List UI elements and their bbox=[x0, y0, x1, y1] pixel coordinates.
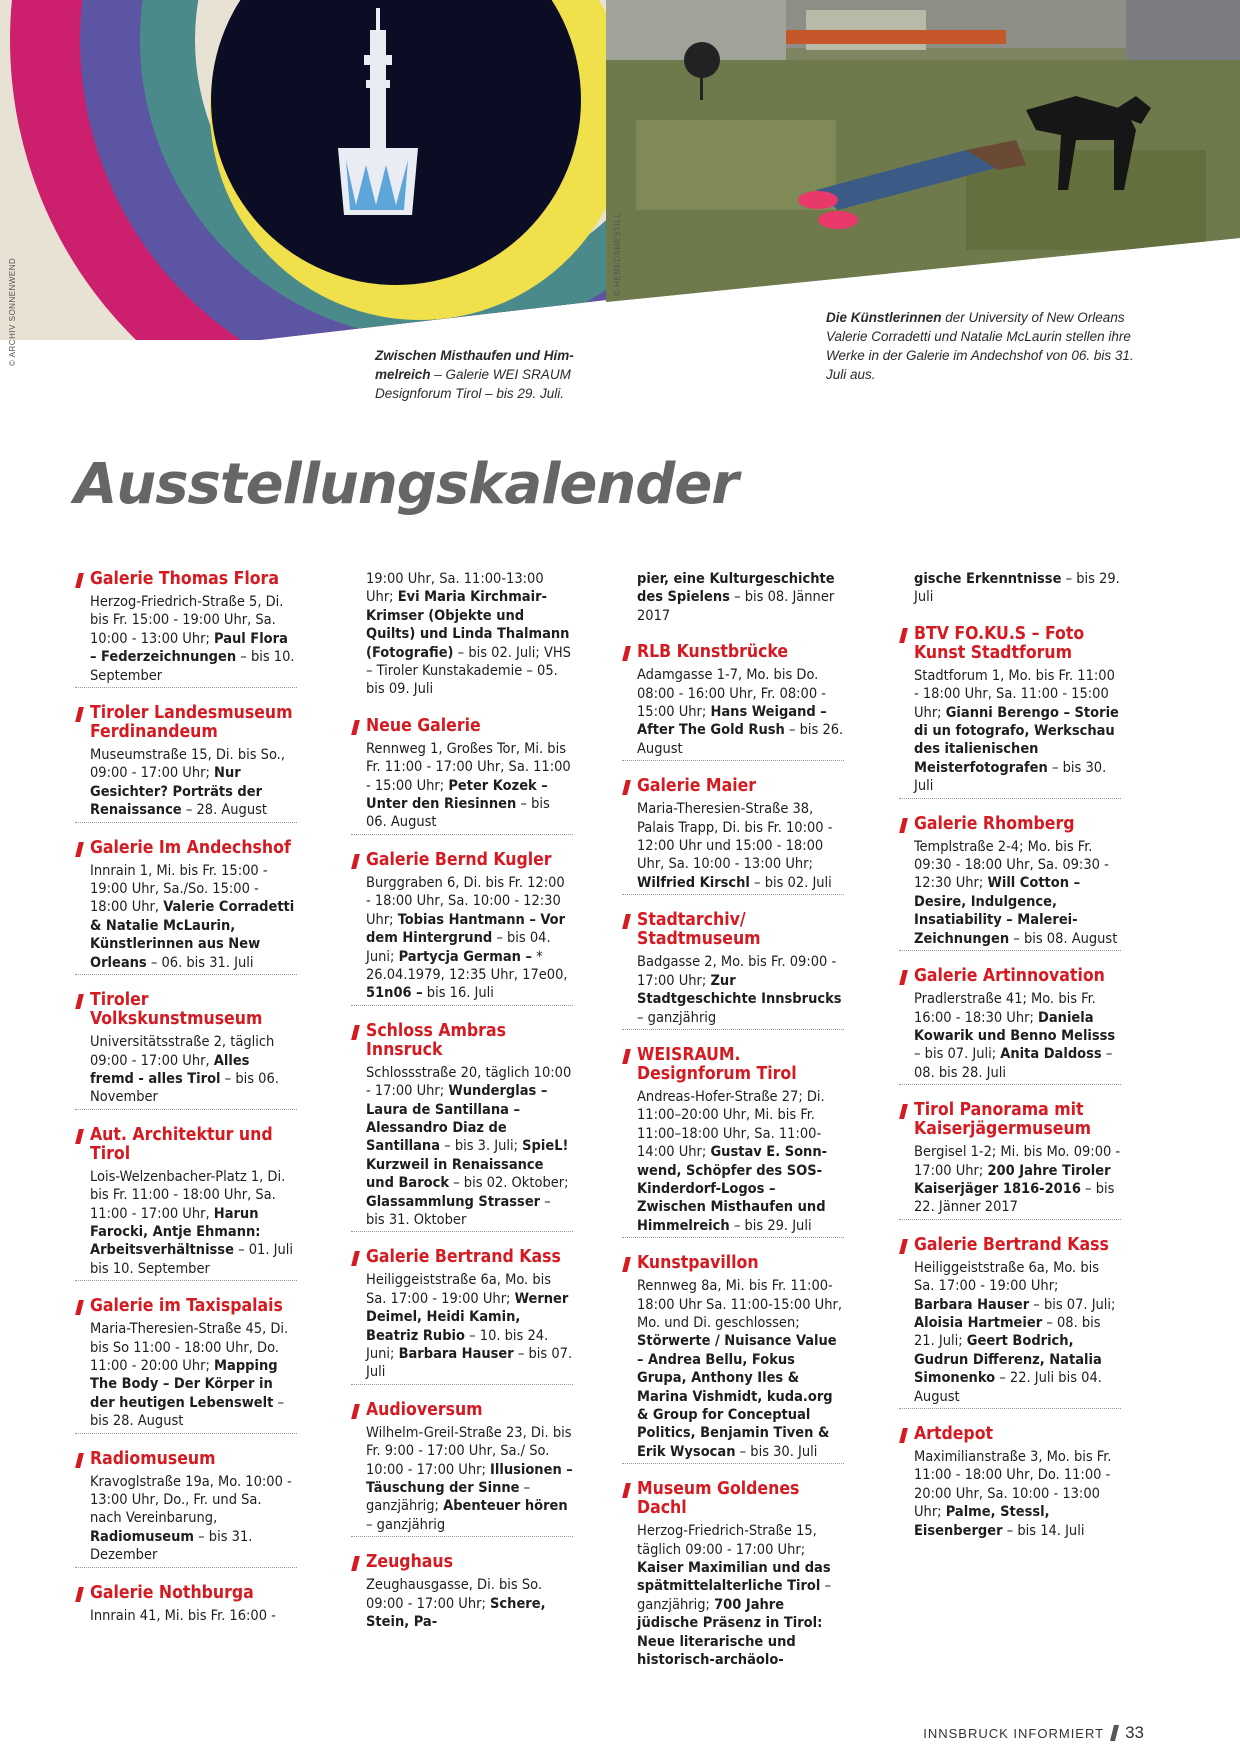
entry-details bbox=[899, 1259, 1121, 1409]
venue-name: Galerie im Taxispalais bbox=[75, 1297, 297, 1316]
entry-details bbox=[75, 862, 297, 975]
venue-name: Tiroler Volkskunstmuseum bbox=[75, 991, 297, 1029]
entry-info: – bis 08. August bbox=[1009, 930, 1118, 947]
venue-name: Kunstpavillon bbox=[622, 1254, 844, 1273]
entry-info: – bis 10. September bbox=[90, 649, 295, 684]
exhibition-title: 700 Jahre jüdische Präsenz in Tirol: Neue literarische und historisch-archäolo- bbox=[637, 1596, 823, 1669]
calendar-entry bbox=[351, 851, 573, 1006]
entry-info: – bis 22. Jänner 2017 bbox=[914, 1180, 1115, 1216]
calendar-entry bbox=[75, 991, 297, 1110]
page-footer bbox=[923, 1723, 1144, 1743]
entry-info: Heiliggeiststraße 6a, Mo. bis Sa. 17:00 - 19:00 Uhr; bbox=[914, 1259, 1100, 1295]
calendar-entry bbox=[75, 1584, 297, 1627]
calendar-entry bbox=[351, 1553, 573, 1633]
entry-info: – bis 02. Juli bbox=[749, 874, 832, 891]
venue-name: Galerie Rhomberg bbox=[899, 815, 1121, 834]
caption-right bbox=[826, 308, 1146, 384]
venue-name: Museum Goldenes Dachl bbox=[622, 1480, 844, 1518]
exhibition-title: Aloisia Hartmeier bbox=[914, 1314, 1043, 1331]
entry-info: Badgasse 2, Mo. bis Fr. 09:00 - 17:00 Uhr; bbox=[637, 954, 837, 989]
entry-info: Adamgasse 1-7, Mo. bis Do. 08:00 - 16:00 Uhr, Fr. 08:00 - 15:00 Uhr; bbox=[637, 667, 826, 721]
entry-info: Herzog-Friedrich-Straße 5, Di. bis Fr. 15:00 - 19:00 Uhr, Sa. 10:00 - 13:00 Uhr; bbox=[90, 594, 284, 647]
calendar-entry bbox=[75, 570, 297, 688]
calendar-column-1 bbox=[75, 570, 297, 1643]
caption-right-bold: Die Künstlerinnen bbox=[826, 310, 942, 325]
venue-name: Aut. Architektur und Tirol bbox=[75, 1126, 297, 1164]
exhibition-title: Kaiser Maximilian und das spätmittelalterliche Tirol bbox=[637, 1560, 831, 1595]
exhibition-title: Glassammlung Strasser bbox=[366, 1193, 541, 1210]
calendar-entry bbox=[899, 1236, 1121, 1409]
exhibition-title: Werner Deimel, Heidi Kamin, Beatriz Rubio bbox=[366, 1290, 569, 1344]
calendar-entry bbox=[75, 839, 297, 975]
entry-info: Schlossstraße 20, täglich 10:00 - 17:00 Uhr; bbox=[366, 1064, 572, 1100]
venue-name: Artdepot bbox=[899, 1425, 1121, 1444]
venue-name: WEISRAUM. Designforum Tirol bbox=[622, 1046, 844, 1084]
calendar-entry bbox=[899, 570, 1121, 609]
exhibition-title: Tobias Hantmann – Vor dem Hintergrund bbox=[366, 911, 566, 947]
exhibition-title: Palme, Stessl, Eisenberger bbox=[914, 1504, 1050, 1539]
exhibition-title: Evi Maria Kirchmair-Krimser (Objekte und Quilts) und Linda Thalmann (Fotografie) bbox=[366, 589, 570, 661]
calendar-entry bbox=[622, 911, 844, 1030]
entry-info: Bergisel 1-2; Mi. bis Mo. 09:00 - 17:00 Uhr; bbox=[914, 1144, 1121, 1179]
exhibition-title: 51n06 – bbox=[366, 985, 423, 1002]
entry-details bbox=[351, 570, 573, 701]
entry-info: Andreas-Hofer-Straße 27; Di. 11:00–20:00 Uhr, Mi. bis Fr. 11:00–18:00 Uhr, Sa. 11:00-14:00 Uhr; bbox=[637, 1088, 825, 1161]
calendar-entry bbox=[351, 1248, 573, 1384]
venue-name: Tiroler Landesmuseum Ferdinandeum bbox=[75, 704, 297, 742]
exhibition-title: Wilfried Kirschl bbox=[637, 874, 750, 891]
entry-details bbox=[622, 800, 844, 895]
entry-info: 19:00 Uhr, Sa. 11:00-13:00 Uhr; bbox=[366, 571, 544, 606]
calendar-entry bbox=[899, 967, 1121, 1085]
entry-info: Heiliggeiststraße 6a, Mo. bis Sa. 17:00 - 19:00 Uhr; bbox=[366, 1272, 552, 1307]
venue-name: Stadtarchiv/ Stadtmuseum bbox=[622, 911, 844, 949]
venue-name: Radiomuseum bbox=[75, 1450, 297, 1469]
exhibition-title: gische Erkenntnisse bbox=[914, 571, 1062, 587]
entry-info: bis 16. Juli bbox=[422, 985, 494, 1002]
entry-details bbox=[351, 1271, 573, 1384]
entry-info: – bis 04. Juni; bbox=[366, 930, 551, 965]
entry-info: – 22. Juli bis 04. August bbox=[914, 1370, 1102, 1405]
exhibition-title: pier, eine Kulturgeschichte des Spielens bbox=[637, 571, 835, 606]
entry-details bbox=[75, 1168, 297, 1281]
entry-info: Kravoglstraße 19a, Mo. 10:00 - 13:00 Uhr, Do., Fr. und Sa. nach Vereinbarung, bbox=[90, 1473, 292, 1527]
calendar-entry bbox=[75, 704, 297, 823]
entry-details bbox=[351, 1424, 573, 1537]
exhibition-title: Valerie Corradetti & Natalie McLaurin, Künstlerinnen aus New Orleans bbox=[90, 899, 295, 971]
venue-name: RLB Kunstbrücke bbox=[622, 643, 844, 662]
page-title: Ausstellungskalender bbox=[74, 452, 738, 517]
exhibition-title: Abenteuer hören bbox=[443, 1498, 568, 1515]
venue-name: Neue Galerie bbox=[351, 717, 573, 736]
entry-details bbox=[622, 570, 844, 627]
calendar-entry bbox=[622, 1254, 844, 1464]
entry-details bbox=[351, 1064, 573, 1233]
caption-left bbox=[375, 346, 595, 403]
photo-credit-right: © HEMEDSMESTILL bbox=[613, 212, 622, 296]
entry-info: – 28. August bbox=[181, 802, 268, 819]
entry-info: – ganzjährig; bbox=[637, 1578, 832, 1613]
calendar-column-4 bbox=[899, 570, 1121, 1558]
exhibition-title: Gianni Berengo – Storie di un fotografo, Werkschau des italienischen Meisterfotografen bbox=[914, 704, 1119, 776]
entry-info: Maria-Theresien-Straße 45, Di. bis So 11:00 - 18:00 Uhr, Do. 11:00 - 20:00 Uhr; bbox=[90, 1321, 289, 1374]
caption-right-text: der University of New Orleans Valerie Corradetti und Natalie McLaurin stellen ihre Werke in der Galerie im Andechshof von 06. bis 31. Juli aus. bbox=[826, 310, 1134, 382]
exhibition-title: Wunderglas – Laura de Santillana – Alessandro Diaz de Santillana bbox=[366, 1083, 548, 1155]
entry-info: – bis 28. August bbox=[90, 1394, 284, 1430]
entry-info: Rennweg 8a, Mi. bis Fr. 11:00-18:00 Uhr Sa. 11:00-15:00 Uhr, Mo. und Di. geschlossen; bbox=[637, 1278, 842, 1331]
exhibition-title: SpieL! Kurzweil in Renaissance und Barock bbox=[366, 1138, 569, 1192]
entry-details bbox=[622, 953, 844, 1030]
entry-details bbox=[622, 666, 844, 761]
exhibition-title: Gustav E. Sonnwend, Schöpfer des SOS-Kinderdorf-Logos – Zwischen Misthaufen und Himmelreich bbox=[637, 1144, 828, 1234]
entry-info: – ganzjährig; bbox=[366, 1480, 531, 1515]
entry-info: Maximilianstraße 3, Mo. bis Fr. 11:00 - 18:00 Uhr, Do. 11:00 - 20:00 Uhr, Sa. 10:00 - 13:00 Uhr; bbox=[914, 1449, 1112, 1521]
exhibition-title: Illusionen – Täuschung der Sinne bbox=[366, 1461, 573, 1497]
entry-info: Rennweg 1, Großes Tor, Mi. bis Fr. 11:00 - 17:00 Uhr, Sa. 11:00 - 15:00 Uhr; bbox=[366, 740, 571, 794]
calendar-column-3 bbox=[622, 570, 844, 1687]
entry-info: – 08. bis 21. Juli; bbox=[914, 1314, 1101, 1350]
venue-name: BTV FO.KU.S – Foto Kunst Stadtforum bbox=[899, 625, 1121, 663]
entry-info: – bis 29. Juli bbox=[914, 571, 1120, 606]
entry-details bbox=[899, 1143, 1121, 1220]
exhibition-title: Radiomuseum bbox=[90, 1528, 194, 1545]
entry-info: Pradlerstraße 41; Mo. bis Fr. 16:00 - 18:30 Uhr; bbox=[914, 991, 1096, 1026]
entry-details bbox=[75, 1473, 297, 1568]
entry-details bbox=[351, 1576, 573, 1633]
calendar-entry bbox=[899, 1101, 1121, 1220]
entry-info: – 06. bis 31. Juli bbox=[146, 954, 254, 971]
entry-info: Lois-Welzenbacher-Platz 1, Di. bis Fr. 11:00 - 18:00 Uhr, Sa. 11:00 - 17:00 Uhr, bbox=[90, 1168, 286, 1222]
calendar-entry bbox=[75, 1450, 297, 1568]
entry-details bbox=[75, 1607, 297, 1627]
venue-name: Tirol Panorama mit Kaiserjägermuseum bbox=[899, 1101, 1121, 1139]
entry-info: Stadtforum 1, Mo. bis Fr. 11:00 - 18:00 Uhr, Sa. 11:00 - 15:00 Uhr; bbox=[914, 667, 1115, 721]
exhibition-title: Daniela Kowarik und Benno Melisss bbox=[914, 1009, 1116, 1044]
entry-info: – bis 31. Oktober bbox=[366, 1193, 551, 1228]
entry-info: – bis 3. Juli; bbox=[440, 1138, 523, 1155]
photo-credit-left: © ARCHIV SONNENWEND bbox=[8, 257, 17, 366]
venue-name: Galerie Maier bbox=[622, 777, 844, 796]
entry-info: – bis 31. Dezember bbox=[90, 1528, 253, 1564]
entry-details bbox=[75, 746, 297, 823]
photo-logo-artwork bbox=[0, 0, 606, 340]
calendar-entry bbox=[622, 1046, 844, 1238]
calendar-entry bbox=[351, 1022, 573, 1233]
entry-info: – ganzjährig bbox=[366, 1516, 446, 1533]
calendar-column-2 bbox=[351, 570, 573, 1649]
exhibition-title: Paul Flora – Federzeichnungen bbox=[90, 630, 288, 666]
exhibition-title: Will Cotton – Desire, Indulgence, Insatiability – Malerei-Zeichnungen bbox=[914, 875, 1081, 947]
calendar-entry bbox=[622, 643, 844, 761]
entry-info: – ganzjährig bbox=[637, 1009, 717, 1026]
footer-slash-icon bbox=[1110, 1725, 1119, 1741]
exhibition-title: Zur Stadtgeschichte Innsbrucks bbox=[637, 972, 842, 1008]
calendar-entry bbox=[622, 570, 844, 627]
entry-info: – bis 07. Juli bbox=[366, 1346, 573, 1381]
entry-details bbox=[351, 874, 573, 1006]
venue-name: Galerie Artinnovation bbox=[899, 967, 1121, 986]
entry-info: – bis 30. Juli bbox=[735, 1443, 818, 1460]
entry-info: – bis 14. Juli bbox=[1002, 1522, 1085, 1539]
exhibition-title: Harun Farocki, Antje Ehmann: Arbeitsverhältnisse bbox=[90, 1205, 261, 1259]
calendar-entry bbox=[351, 570, 573, 701]
entry-info: Innrain 1, Mi. bis Fr. 15:00 - 19:00 Uhr, Sa./So. 15:00 - 18:00 Uhr, bbox=[90, 862, 268, 916]
exhibition-title: Hans Weigand – After The Gold Rush bbox=[637, 704, 827, 739]
calendar-entry bbox=[899, 625, 1121, 799]
calendar-entry bbox=[75, 1126, 297, 1281]
calendar-entry bbox=[351, 717, 573, 835]
exhibition-title: Mapping The Body – Der Körper in der heutigen Lebenswelt bbox=[90, 1357, 278, 1411]
calendar-entry bbox=[899, 1425, 1121, 1542]
exhibition-title: Geert Bodrich, Gudrun Differenz, Natalia Simonenko bbox=[914, 1333, 1102, 1387]
venue-name: Galerie Bertrand Kass bbox=[899, 1236, 1121, 1255]
entry-info: – 01. Juli bis 10. September bbox=[90, 1242, 293, 1277]
venue-name: Galerie Bernd Kugler bbox=[351, 851, 573, 870]
entry-info: Wilhelm-Greil-Straße 23, Di. bis Fr. 9:00 - 17:00 Uhr, Sa./ So. 10:00 - 17:00 Uhr; bbox=[366, 1424, 572, 1478]
entry-info: Universitätsstraße 2, täglich 09:00 - 17:00 Uhr, bbox=[90, 1034, 275, 1069]
venue-name: Schloss Ambras Innsruck bbox=[351, 1022, 573, 1060]
entry-details bbox=[75, 1320, 297, 1433]
exhibition-title: Peter Kozek – Unter den Riesinnen bbox=[366, 777, 548, 813]
entry-info: * 26.04.1979, 12:35 Uhr, 17e00, bbox=[366, 948, 568, 983]
entry-details bbox=[622, 1522, 844, 1671]
entry-details bbox=[899, 838, 1121, 951]
caption-left-text: – Galerie WEI SRAUM Designforum Tirol – bis 29. Juli. bbox=[375, 367, 571, 401]
magazine-name: INNSBRUCK INFORMIERT bbox=[923, 1725, 1105, 1741]
venue-name: Galerie Im Andechshof bbox=[75, 839, 297, 858]
entry-details bbox=[899, 667, 1121, 799]
calendar-entry bbox=[622, 777, 844, 895]
entry-info: – bis 07. Juli; bbox=[914, 1046, 1001, 1063]
calendar-entry bbox=[75, 1297, 297, 1433]
caption-left-bold: Zwischen Misthaufen und Himmelreich bbox=[375, 348, 574, 382]
entry-details bbox=[899, 990, 1121, 1085]
entry-info: – bis 30. Juli bbox=[914, 759, 1107, 795]
entry-info: – bis 26. August bbox=[637, 722, 844, 757]
exhibition-title: Alles fremd - alles Tirol bbox=[90, 1052, 250, 1087]
exhibition-title: Nur Gesichter? Porträts der Renaissance bbox=[90, 765, 263, 819]
calendar-entry bbox=[899, 815, 1121, 951]
calendar-entry bbox=[351, 1401, 573, 1537]
exhibition-title: Partycja German – bbox=[398, 948, 532, 965]
entry-info: – 10. bis 24. Juni; bbox=[366, 1327, 549, 1362]
entry-details bbox=[75, 1033, 297, 1110]
entry-info: – 08. bis 28. Juli bbox=[914, 1046, 1113, 1081]
venue-name: Galerie Bertrand Kass bbox=[351, 1248, 573, 1267]
venue-name: Audioversum bbox=[351, 1401, 573, 1420]
entry-info: – bis 02. Juli; VHS – Tiroler Kunstakademie – 05. bis 09. Juli bbox=[366, 644, 571, 698]
entry-info: – bis 07. Juli; bbox=[1029, 1296, 1116, 1313]
exhibition-title: Schere, Stein, Pa- bbox=[366, 1595, 546, 1631]
entry-info: – bis 29. Juli bbox=[729, 1217, 812, 1234]
exhibition-title: 200 Jahre Tiroler Kaiserjäger 1816-2016 bbox=[914, 1162, 1111, 1197]
venue-name: Galerie Nothburga bbox=[75, 1584, 297, 1603]
entry-info: – bis 06. August bbox=[366, 796, 550, 831]
exhibition-title: Barbara Hauser bbox=[914, 1296, 1030, 1313]
photo-artwork-performance bbox=[606, 0, 1240, 310]
entry-details bbox=[622, 1277, 844, 1464]
venue-name: Zeughaus bbox=[351, 1553, 573, 1572]
entry-details bbox=[351, 740, 573, 835]
page-number: 33 bbox=[1125, 1723, 1144, 1742]
entry-info: Templstraße 2-4; Mo. bis Fr. 09:30 - 18:00 Uhr, Sa. 09:30 - 12:30 Uhr; bbox=[914, 838, 1109, 892]
venue-name: Galerie Thomas Flora bbox=[75, 570, 297, 589]
entry-info: Innrain 41, Mi. bis Fr. 16:00 - bbox=[90, 1607, 276, 1624]
entry-info: Museumstraße 15, Di. bis So., 09:00 - 17:00 Uhr; bbox=[90, 747, 285, 782]
entry-details bbox=[622, 1088, 844, 1238]
entry-details bbox=[899, 1448, 1121, 1542]
exhibition-title: Barbara Hauser bbox=[398, 1346, 514, 1362]
entry-info: Maria-Theresien-Straße 38, Palais Trapp, Di. bis Fr. 10:00 - 12:00 Uhr und 15:00 - 18:00 Uhr, Sa. 10:00 - 13:00 Uhr; bbox=[637, 801, 833, 873]
calendar-entry bbox=[622, 1480, 844, 1671]
exhibition-title: Störwerte / Nuisance Value – Andrea Bellu, Fokus Grupa, Anthony Iles & Marina Vishmidt, kuda.org & Group for Conceptual Politics, Benjamin Tiven & Erik Wysocan bbox=[637, 1333, 837, 1460]
entry-info: – bis 02. Oktober; bbox=[449, 1175, 569, 1192]
entry-info: – bis 08. Jänner 2017 bbox=[637, 589, 835, 624]
exhibition-title: Anita Daldoss bbox=[1000, 1046, 1102, 1063]
entry-details bbox=[899, 570, 1121, 609]
entry-info: Zeughausgasse, Di. bis So. 09:00 - 17:00 Uhr; bbox=[366, 1577, 542, 1612]
entry-info: Herzog-Friedrich-Straße 15, täglich 09:00 - 17:00 Uhr; bbox=[637, 1523, 817, 1558]
entry-details bbox=[75, 593, 297, 688]
entry-info: – bis 06. November bbox=[90, 1070, 279, 1106]
entry-info: Burggraben 6, Di. bis Fr. 12:00 - 18:00 Uhr, Sa. 10:00 - 12:30 Uhr; bbox=[366, 874, 565, 928]
